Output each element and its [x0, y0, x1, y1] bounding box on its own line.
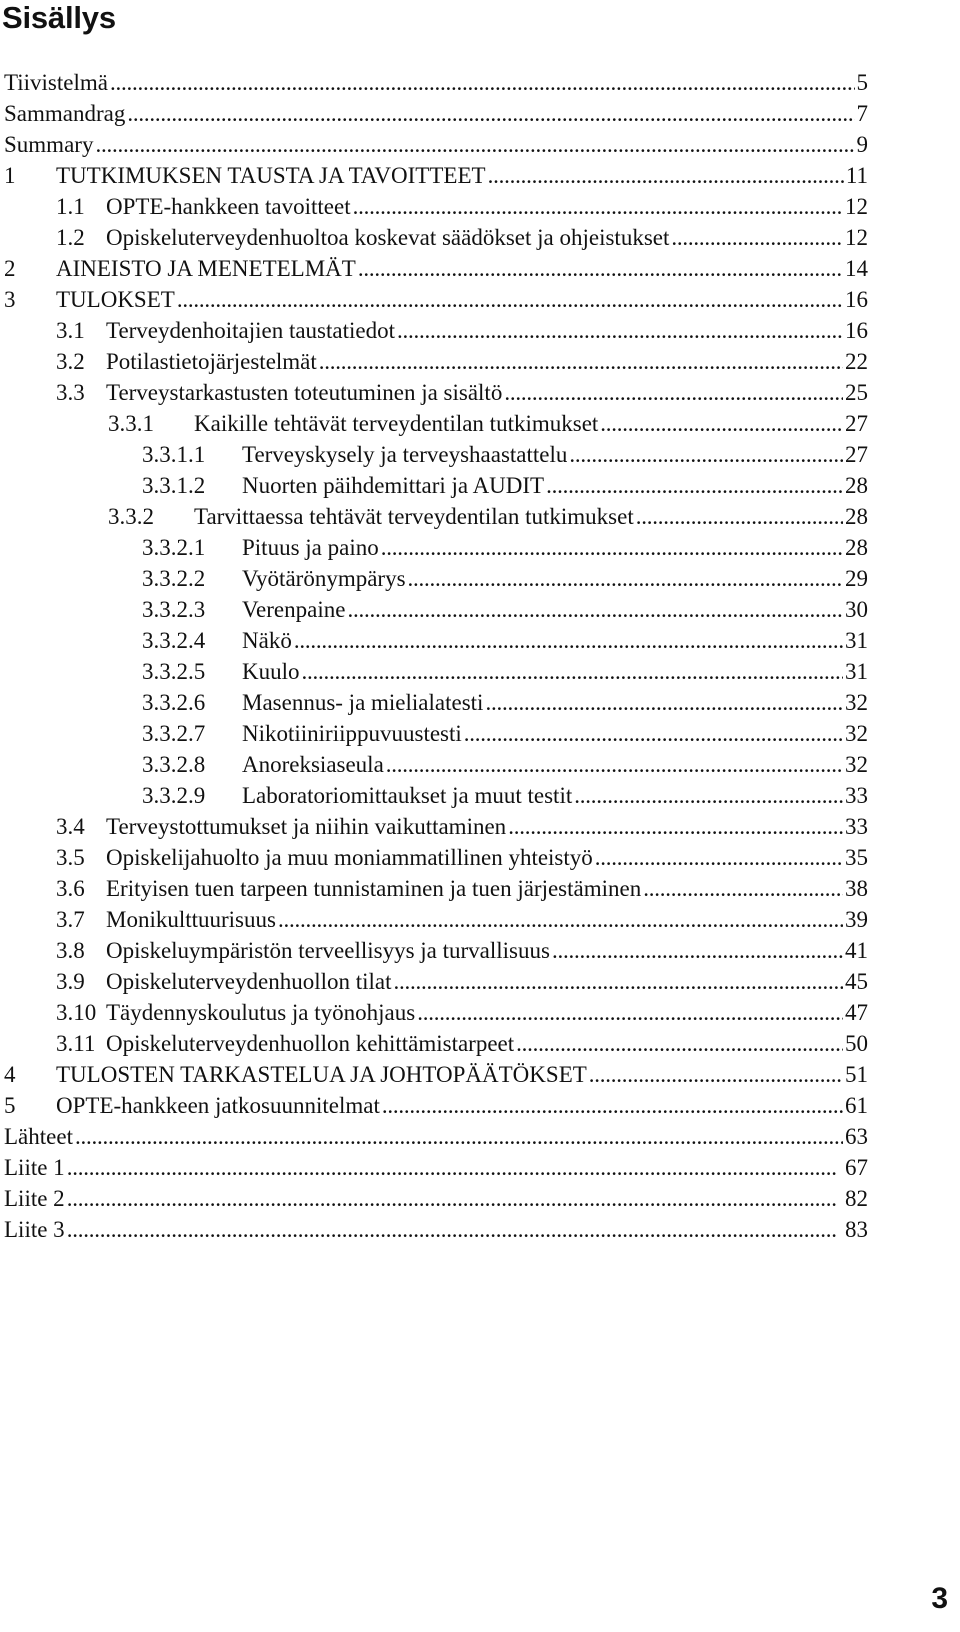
toc-entry-label: Opiskeluterveydenhuollon tilat: [106, 969, 392, 994]
toc-entry-label: Erityisen tuen tarpeen tunnistaminen ja tuen järjestäminen: [106, 876, 642, 901]
page-title: Sisällys: [2, 0, 116, 35]
toc-dot-leader: [508, 813, 843, 841]
toc-entry-number: 3.3.1.1: [142, 442, 206, 467]
toc-entry[interactable]: [0, 1089, 868, 1120]
toc-entry-page: 29: [845, 566, 868, 591]
toc-entry-page: 39: [845, 907, 868, 932]
toc-dot-leader: [319, 348, 843, 376]
toc-entry-label: Liite 1: [4, 1155, 65, 1180]
toc-entry-number: 5: [4, 1093, 16, 1118]
toc-entry[interactable]: [0, 655, 868, 686]
toc-entry-page: 31: [845, 659, 868, 684]
toc-entry-number: 3.3.2.6: [142, 690, 206, 715]
toc-entry-number: 1: [4, 163, 16, 188]
toc-entry-label: Laboratoriomittaukset ja muut testit: [242, 783, 573, 808]
toc-dot-leader: [95, 131, 854, 159]
toc-entry[interactable]: [0, 66, 868, 97]
toc-entry-label: Tarvittaessa tehtävät terveydentilan tutkimukset: [194, 504, 634, 529]
toc-entry-number: 3.11: [56, 1031, 96, 1056]
toc-entry-number: 3.1: [56, 318, 85, 343]
toc-entry-page: 28: [845, 504, 868, 529]
toc-entry-page: 32: [845, 690, 868, 715]
toc-dot-leader: [358, 255, 843, 283]
toc-dot-leader: [504, 379, 843, 407]
toc-entry-label: Nikotiiniriippuvuustesti: [242, 721, 462, 746]
toc-entry-number: 3.9: [56, 969, 85, 994]
toc-entry[interactable]: [0, 283, 868, 314]
toc-entry-number: 3.4: [56, 814, 85, 839]
toc-entry-number: 1.2: [56, 225, 85, 250]
toc-entry-label: OPTE-hankkeen tavoitteet: [106, 194, 351, 219]
toc-dot-leader: [464, 720, 843, 748]
toc-entry[interactable]: [0, 748, 868, 779]
toc-entry-page: 7: [856, 101, 868, 126]
toc-entry-label: Monikulttuurisuus: [106, 907, 276, 932]
toc-dot-leader: [569, 441, 843, 469]
toc-entry-label: Liite 3: [4, 1217, 65, 1242]
toc-entry[interactable]: [0, 1027, 868, 1058]
toc-entry-label: Opiskeluterveydenhuoltoa koskevat säädökset ja ohjeistukset: [106, 225, 670, 250]
toc-entry-label: Terveyskysely ja terveyshaastattelu: [242, 442, 568, 467]
toc-entry-number: 3.3.2.2: [142, 566, 206, 591]
toc-entry-page: 30: [845, 597, 868, 622]
toc-entry-page: 28: [845, 535, 868, 560]
toc-entry[interactable]: [0, 97, 868, 128]
toc-entry-label: Opiskeluympäristön terveellisyys ja turvallisuus: [106, 938, 550, 963]
toc-entry[interactable]: [0, 872, 868, 903]
toc-entry-page: 9: [856, 132, 868, 157]
toc-entry[interactable]: [0, 624, 868, 655]
toc-entry-page: 22: [845, 349, 868, 374]
toc-dot-leader: [394, 968, 843, 996]
toc-entry-page: 47: [845, 1000, 868, 1025]
toc-entry-page: 31: [845, 628, 868, 653]
toc-entry-number: 3.3.2.5: [142, 659, 206, 684]
toc-dot-leader: [417, 999, 843, 1027]
toc-dot-leader: [177, 286, 843, 314]
toc-entry[interactable]: [0, 779, 868, 810]
toc-entry-label: Potilastietojärjestelmät: [106, 349, 317, 374]
toc-dot-leader: [381, 534, 843, 562]
toc-entry-number: 4: [4, 1062, 16, 1087]
toc-entry-page: 50: [845, 1031, 868, 1056]
toc-entry-page: 28: [845, 473, 868, 498]
toc-entry-label: Terveystottumukset ja niihin vaikuttaminen: [106, 814, 507, 839]
toc-entry-label: TULOSTEN TARKASTELUA JA JOHTOPÄÄTÖKSET: [56, 1062, 587, 1087]
toc-entry-label: Masennus- ja mielialatesti: [242, 690, 484, 715]
toc-dot-leader: [110, 69, 855, 97]
toc-dot-leader: [636, 503, 843, 531]
toc-entry-page: 16: [845, 318, 868, 343]
toc-entry-label: Liite 2: [4, 1186, 65, 1211]
page-number: 3: [931, 1582, 948, 1615]
toc-entry-label: Täydennyskoulutus ja työnohjaus: [106, 1000, 416, 1025]
toc-dot-leader: [67, 1154, 843, 1182]
toc-entry-number: 3: [4, 287, 16, 312]
toc-entry[interactable]: [0, 1151, 868, 1182]
toc-dot-leader: [347, 596, 843, 624]
toc-entry-number: 3.10: [56, 1000, 97, 1025]
toc-entry-page: 27: [845, 442, 868, 467]
toc-entry-number: 3.3.2.9: [142, 783, 206, 808]
toc-entry-page: 33: [845, 814, 868, 839]
toc-entry-page: 82: [845, 1186, 868, 1211]
toc-entry-page: 33: [845, 783, 868, 808]
toc-entry-page: 63: [845, 1124, 868, 1149]
toc-dot-leader: [574, 782, 843, 810]
toc-dot-leader: [595, 844, 843, 872]
toc-entry[interactable]: [0, 128, 868, 159]
toc-entry-page: 51: [845, 1062, 868, 1087]
toc-entry-label: Näkö: [242, 628, 292, 653]
toc-entry-number: 3.5: [56, 845, 85, 870]
toc-entry[interactable]: [0, 934, 868, 965]
toc-entry-label: Opiskeluterveydenhuollon kehittämistarpeet: [106, 1031, 515, 1056]
toc-entry-page: 61: [845, 1093, 868, 1118]
toc-entry[interactable]: [0, 562, 868, 593]
toc-dot-leader: [488, 162, 844, 190]
toc-entry[interactable]: [0, 841, 868, 872]
toc-entry[interactable]: [0, 1120, 868, 1151]
toc-entry[interactable]: [0, 159, 868, 190]
toc-entry[interactable]: [0, 717, 868, 748]
toc-dot-leader: [67, 1216, 843, 1244]
toc-entry-number: 3.8: [56, 938, 85, 963]
toc-dot-leader: [408, 565, 843, 593]
toc-dot-leader: [294, 627, 843, 655]
toc-entry-page: 32: [845, 752, 868, 777]
toc-entry[interactable]: [0, 376, 868, 407]
toc-entry[interactable]: [0, 469, 868, 500]
toc-entry-page: 83: [845, 1217, 868, 1242]
toc-entry-page: 35: [845, 845, 868, 870]
toc-entry-number: 3.7: [56, 907, 85, 932]
toc-entry-number: 3.3.2: [108, 504, 154, 529]
toc-entry[interactable]: [0, 500, 868, 531]
toc-dot-leader: [386, 751, 843, 779]
toc-entry[interactable]: [0, 1182, 868, 1213]
toc-entry-number: 3.3.2.4: [142, 628, 206, 653]
toc-dot-leader: [382, 1092, 843, 1120]
toc-dot-leader: [75, 1123, 843, 1151]
toc-entry-number: 3.2: [56, 349, 85, 374]
toc-dot-leader: [353, 193, 843, 221]
toc-entry-label: TULOKSET: [56, 287, 175, 312]
toc-entry-label: Anoreksiaseula: [242, 752, 384, 777]
toc-entry-number: 3.3.1.2: [142, 473, 206, 498]
toc-entry-page: 12: [845, 225, 868, 250]
toc-dot-leader: [589, 1061, 843, 1089]
toc-entry-label: AINEISTO JA MENETELMÄT: [56, 256, 356, 281]
toc-entry-number: 3.3.2.3: [142, 597, 206, 622]
toc-entry[interactable]: [0, 686, 868, 717]
toc-entry[interactable]: [0, 996, 868, 1027]
toc-entry-label: Nuorten päihdemittari ja AUDIT: [242, 473, 545, 498]
toc-entry-number: 1.1: [56, 194, 85, 219]
toc-entry-label: Tiivistelmä: [4, 70, 108, 95]
toc-entry[interactable]: [0, 252, 868, 283]
toc-dot-leader: [643, 875, 843, 903]
toc-entry-label: OPTE-hankkeen jatkosuunnitelmat: [56, 1093, 380, 1118]
toc-dot-leader: [278, 906, 843, 934]
table-of-contents: [0, 66, 868, 1244]
toc-entry[interactable]: [0, 810, 868, 841]
toc-entry[interactable]: [0, 314, 868, 345]
toc-entry-page: 45: [845, 969, 868, 994]
toc-entry-label: Kuulo: [242, 659, 300, 684]
toc-entry-label: Sammandrag: [4, 101, 126, 126]
toc-entry-number: 3.3.1: [108, 411, 154, 436]
toc-dot-leader: [127, 100, 854, 128]
toc-dot-leader: [397, 317, 843, 345]
toc-entry-number: 3.6: [56, 876, 85, 901]
toc-entry-page: 67: [845, 1155, 868, 1180]
toc-entry-label: Summary: [4, 132, 94, 157]
toc-entry-page: 27: [845, 411, 868, 436]
toc-dot-leader: [552, 937, 843, 965]
toc-entry-label: Verenpaine: [242, 597, 346, 622]
toc-dot-leader: [485, 689, 843, 717]
toc-entry-label: TUTKIMUKSEN TAUSTA JA TAVOITTEET: [56, 163, 486, 188]
toc-entry[interactable]: [0, 593, 868, 624]
toc-entry[interactable]: [0, 221, 868, 252]
toc-dot-leader: [671, 224, 843, 252]
toc-entry-label: Pituus ja paino: [242, 535, 379, 560]
toc-entry[interactable]: [0, 1058, 868, 1089]
toc-entry[interactable]: [0, 345, 868, 376]
toc-entry-page: 38: [845, 876, 868, 901]
toc-entry-label: Kaikille tehtävät terveydentilan tutkimukset: [194, 411, 599, 436]
toc-entry-number: 2: [4, 256, 16, 281]
toc-entry-label: Terveydenhoitajien taustatiedot: [106, 318, 395, 343]
toc-dot-leader: [516, 1030, 843, 1058]
toc-entry[interactable]: [0, 407, 868, 438]
toc-entry[interactable]: [0, 438, 868, 469]
toc-entry-page: 11: [845, 163, 868, 188]
toc-entry-page: 12: [845, 194, 868, 219]
toc-entry-label: Lähteet: [4, 1124, 73, 1149]
toc-entry-page: 5: [856, 70, 868, 95]
toc-entry-label: Terveystarkastusten toteutuminen ja sisältö: [106, 380, 503, 405]
toc-entry-number: 3.3.2.1: [142, 535, 206, 560]
toc-entry-label: Vyötärönympärys: [242, 566, 406, 591]
toc-entry-page: 16: [845, 287, 868, 312]
toc-entry[interactable]: [0, 903, 868, 934]
toc-entry-number: 3.3.2.8: [142, 752, 206, 777]
toc-dot-leader: [546, 472, 843, 500]
toc-entry-page: 32: [845, 721, 868, 746]
toc-dot-leader: [67, 1185, 843, 1213]
toc-dot-leader: [600, 410, 843, 438]
toc-entry-label: Opiskelijahuolto ja muu moniammatillinen yhteistyö: [106, 845, 593, 870]
toc-entry[interactable]: [0, 1213, 868, 1244]
toc-entry-page: 25: [845, 380, 868, 405]
toc-entry[interactable]: [0, 965, 868, 996]
toc-entry-page: 41: [845, 938, 868, 963]
toc-entry[interactable]: [0, 190, 868, 221]
toc-entry-number: 3.3: [56, 380, 85, 405]
toc-entry-number: 3.3.2.7: [142, 721, 206, 746]
toc-entry[interactable]: [0, 531, 868, 562]
toc-entry-page: 14: [845, 256, 868, 281]
toc-dot-leader: [302, 658, 844, 686]
